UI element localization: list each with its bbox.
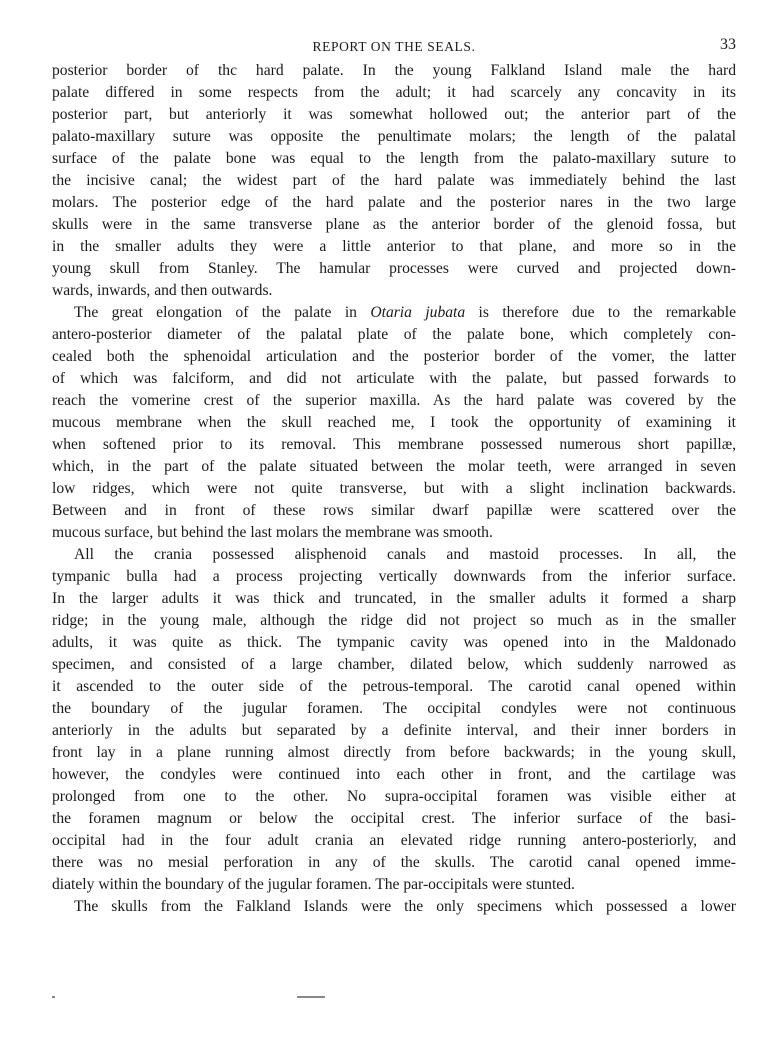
text-line — [52, 610, 736, 632]
text-line — [52, 742, 736, 764]
text-line — [52, 148, 736, 170]
text-segment: mucous membrane when the skull reached me, I took the opportunity of examining it — [52, 414, 736, 431]
text-line — [52, 236, 736, 258]
text-line — [52, 456, 736, 478]
text-segment: posterior part, but anteriorly it was somewhat hollowed out; the anterior part of the — [52, 106, 736, 123]
text-line — [52, 654, 736, 676]
text-segment: anteriorly in the adults but separated by a definite interval, and their inner borders in — [52, 722, 736, 739]
text-line — [52, 588, 736, 610]
text-segment: ridge; in the young male, although the ridge did not project so much as in the smaller — [52, 612, 736, 629]
text-segment: when softened prior to its removal. This membrane possessed numerous short papillæ, — [52, 436, 736, 453]
text-segment: of which was falciform, and did not articulate with the palate, but passed forwards to — [52, 370, 736, 387]
body-text — [52, 60, 736, 918]
text-segment: in the smaller adults they were a little anterior to that plane, and more so in the — [52, 238, 736, 255]
text-segment: which, in the part of the palate situated between the molar teeth, were arranged in seven — [52, 458, 736, 475]
text-segment: In the larger adults it was thick and truncated, in the smaller adults it formed a sharp — [52, 590, 736, 607]
text-line — [52, 324, 736, 346]
text-line — [52, 676, 736, 698]
text-line — [52, 258, 736, 280]
text-line — [52, 82, 736, 104]
text-segment: the incisive canal; the widest part of the hard palate was immediately behind the last — [52, 172, 736, 189]
text-line — [52, 874, 736, 896]
text-segment: diately within the boundary of the jugular foramen. The par-occipitals were stunted. — [52, 876, 575, 893]
text-line — [52, 192, 736, 214]
text-line — [52, 896, 736, 918]
text-segment: is therefore due to the remarkable — [465, 304, 736, 321]
text-line — [52, 434, 736, 456]
cut-off-line-fragment — [52, 996, 736, 1002]
text-segment: Between and in front of these rows similar dwarf papillæ were scattered over the — [52, 502, 736, 519]
text-segment: cealed both the sphenoidal articulation and the posterior border of the vomer, the latter — [52, 348, 736, 365]
text-segment: wards, inwards, and then outwards. — [52, 282, 273, 299]
text-line — [52, 632, 736, 654]
text-line — [52, 346, 736, 368]
page-number: 33 — [720, 36, 736, 53]
text-segment: low ridges, which were not quite transverse, but with a slight inclination backwards. — [52, 480, 736, 497]
text-segment: it ascended to the outer side of the petrous-temporal. The carotid canal opened within — [52, 678, 736, 695]
text-line — [52, 522, 736, 544]
text-segment: adults, it was quite as thick. The tympanic cavity was opened into in the Maldonado — [52, 634, 736, 651]
text-segment: palato-maxillary suture was opposite the penultimate molars; the length of the palatal — [52, 128, 736, 145]
text-segment: front lay in a plane running almost directly from before backwards; in the young skull, — [52, 744, 736, 761]
text-line — [52, 830, 736, 852]
text-segment: palate differed in some respects from the adult; it had scarcely any concavity in its — [52, 84, 736, 101]
text-line — [52, 720, 736, 742]
text-segment: All the crania possessed alisphenoid canals and mastoid processes. In all, the — [74, 546, 736, 563]
text-segment: The great elongation of the palate in — [74, 304, 371, 321]
text-line — [52, 214, 736, 236]
text-segment: young skull from Stanley. The hamular processes were curved and projected down- — [52, 260, 736, 277]
text-segment: the boundary of the jugular foramen. The occipital condyles were not continuous — [52, 700, 736, 717]
page-header — [52, 36, 736, 58]
text-line — [52, 368, 736, 390]
text-segment: antero-posterior diameter of the palatal plate of the palate bone, which completely con- — [52, 326, 736, 343]
text-line — [52, 170, 736, 192]
text-segment: occipital had in the four adult crania an elevated ridge running antero-posteriorly, and — [52, 832, 736, 849]
text-line — [52, 786, 736, 808]
text-segment: reach the vomerine crest of the superior maxilla. As the hard palate was covered by the — [52, 392, 736, 409]
running-title: REPORT ON THE SEALS. — [312, 39, 476, 54]
text-segment: there was no mesial perforation in any of the skulls. The carotid canal opened imme- — [52, 854, 736, 871]
text-segment: prolonged from one to the other. No supra-occipital foramen was visible either at — [52, 788, 736, 805]
text-line — [52, 60, 736, 82]
text-segment: molars. The posterior edge of the hard palate and the posterior nares in the two large — [52, 194, 736, 211]
text-segment: surface of the palate bone was equal to the length from the palato-maxillary suture to — [52, 150, 736, 167]
text-line — [52, 566, 736, 588]
text-line — [52, 412, 736, 434]
text-line — [52, 764, 736, 786]
text-line — [52, 544, 736, 566]
text-segment: specimen, and consisted of a large chamber, dilated below, which suddenly narrowed as — [52, 656, 736, 673]
text-line — [52, 126, 736, 148]
text-line — [52, 104, 736, 126]
text-segment: however, the condyles were continued into each other in front, and the cartilage was — [52, 766, 736, 783]
text-line — [52, 478, 736, 500]
species-name: Otaria jubata — [370, 304, 466, 321]
text-line — [52, 698, 736, 720]
text-line — [52, 280, 736, 302]
text-segment: The skulls from the Falkland Islands were the only specimens which possessed a lower — [74, 898, 736, 915]
text-line — [52, 302, 736, 324]
text-line — [52, 852, 736, 874]
text-line — [52, 390, 736, 412]
text-segment: posterior border of thc hard palate. In the young Falkland Island male the hard — [52, 62, 736, 79]
text-line — [52, 808, 736, 830]
text-segment: the foramen magnum or below the occipital crest. The inferior surface of the basi- — [52, 810, 736, 827]
text-line — [52, 500, 736, 522]
text-segment: skulls were in the same transverse plane as the anterior border of the glenoid fossa, but — [52, 216, 736, 233]
text-segment: mucous surface, but behind the last molars the membrane was smooth. — [52, 524, 493, 541]
text-segment: tympanic bulla had a process projecting vertically downwards from the inferior surface. — [52, 568, 736, 585]
